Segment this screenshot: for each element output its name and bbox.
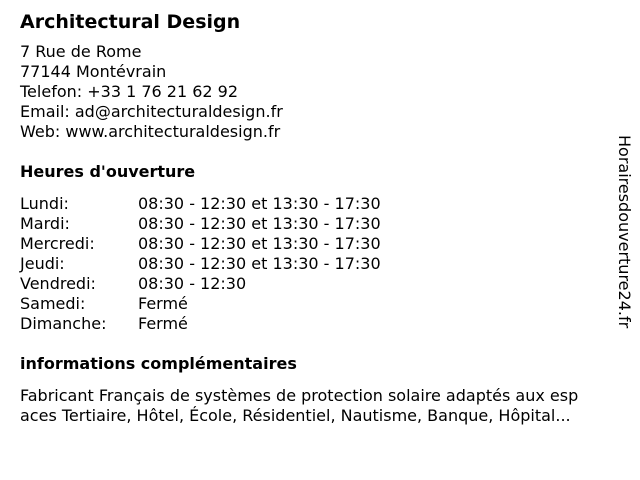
hours-row-thursday [20,254,620,274]
phone-line: Telefon: +33 1 76 21 62 92 [20,82,239,101]
time-value: 08:30 - 12:30 et 13:30 - 17:30 [138,214,381,233]
hours-row-saturday [20,294,620,314]
email-line: Email: ad@architecturaldesign.fr [20,102,283,121]
time-value: 08:30 - 12:30 et 13:30 - 17:30 [138,234,381,253]
hours-row-tuesday [20,214,620,234]
hours-row-monday [20,194,620,214]
hours-row-friday [20,274,620,294]
day-label: Dimanche: [20,314,107,333]
day-label: Mercredi: [20,234,95,253]
time-value: Fermé [138,314,188,333]
time-value: Fermé [138,294,188,313]
additional-info-heading: informations complémentaires [20,354,297,373]
time-value: 08:30 - 12:30 et 13:30 - 17:30 [138,254,381,273]
hours-row-wednesday [20,234,620,254]
opening-hours-table [20,194,620,334]
hours-row-sunday [20,314,620,334]
business-card [20,10,620,426]
company-name: Architectural Design [20,11,241,33]
day-label: Vendredi: [20,274,96,293]
address-line-1: 7 Rue de Rome [20,42,142,61]
web-line: Web: www.architecturaldesign.fr [20,122,281,141]
opening-hours-heading: Heures d'ouverture [20,162,196,181]
day-label: Mardi: [20,214,70,233]
address-line-2: 77144 Montévrain [20,62,167,81]
time-value: 08:30 - 12:30 et 13:30 - 17:30 [138,194,381,213]
day-label: Samedi: [20,294,86,313]
day-label: Jeudi: [20,254,65,273]
watermark-side-label: Horairesdouverture24.fr [615,135,634,329]
day-label: Lundi: [20,194,69,213]
time-value: 08:30 - 12:30 [138,274,247,293]
additional-info-text: Fabricant Français de systèmes de protection solaire adaptés aux esp aces Tertiaire, Hôtel, École, Résidentiel, Nautisme, Banque, Hôpital... [20,386,579,425]
